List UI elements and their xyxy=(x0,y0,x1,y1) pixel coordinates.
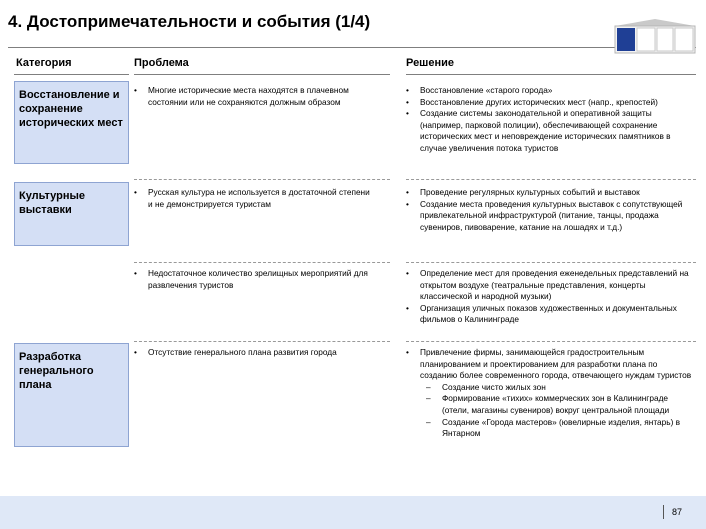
bullet-text: Многие исторические места находятся в плачевном состоянии или не сохраняются должным образом xyxy=(148,85,349,107)
bullet-text: Восстановление «старого города» xyxy=(420,85,553,95)
bullet-text: Проведение регулярных культурных событий и выставок xyxy=(420,187,640,197)
row-separator xyxy=(134,179,390,180)
page-number-divider xyxy=(663,505,664,519)
page-number: 87 xyxy=(672,507,683,517)
bullet-glyph: • xyxy=(134,85,137,95)
bullet-glyph: • xyxy=(406,347,409,357)
sub-item-text: Создание «Города мастеров» (ювелирные изделия, янтарь) в Янтарном xyxy=(442,416,681,439)
bullet-text: Русская культура не используется в достаточной степени и не демонстрируется туристам xyxy=(148,187,370,209)
problem-cell xyxy=(134,347,374,359)
row-separator xyxy=(134,341,390,342)
solution-cell xyxy=(406,85,696,155)
problem-cell xyxy=(134,85,374,108)
row-separator xyxy=(134,262,390,263)
bullet-text: Определение мест для проведения еженедельных представлений на открытом воздухе (театральные представления, концерты классической и народной музыки) xyxy=(420,268,689,302)
header-rule-category xyxy=(14,74,129,75)
bullet-item xyxy=(406,187,696,199)
bullet-item xyxy=(406,199,696,234)
bullet-item xyxy=(406,108,696,154)
sub-item xyxy=(406,393,696,416)
bullet-item xyxy=(406,85,696,97)
bullet-text: Создание места проведения культурных выставок с сопутствующей привлекательной инфраструктурой (питание, танцы, продажа сувениров, пивоварение, катание на лошадях и т.д.) xyxy=(420,198,683,232)
bullet-glyph: • xyxy=(134,268,137,278)
bullet-text: Отсутствие генерального плана развития города xyxy=(148,347,337,357)
bullet-item xyxy=(134,85,374,108)
problem-cell xyxy=(134,268,374,291)
category-restoration: Восстановление и сохранение исторических мест xyxy=(14,81,129,164)
footer-band xyxy=(0,496,706,529)
bullet-text: Привлечение фирмы, занимающейся градостроительным планированием и проектированием для разработки плана по созданию более современного города, отвечающего нуждам туристов xyxy=(420,347,692,381)
bullet-item xyxy=(134,268,374,291)
row-separator xyxy=(406,179,696,180)
bullet-item xyxy=(134,347,374,359)
bullet-glyph: • xyxy=(406,187,409,197)
bullet-glyph: • xyxy=(406,198,409,209)
bullet-glyph: • xyxy=(406,268,409,278)
sub-item-text: Формирование «тихих» коммерческих зон в Калининграде (отели, магазины сувениров) вокруг центральной площади xyxy=(442,393,670,415)
title-rule xyxy=(8,47,696,48)
bullet-glyph: • xyxy=(406,85,409,95)
company-logo-icon xyxy=(613,18,697,54)
bullet-glyph: • xyxy=(406,302,409,313)
dash-glyph: – xyxy=(426,381,431,392)
bullet-text: Организация уличных показов художественных и документальных фильмов о Калининграде xyxy=(420,302,677,325)
dash-glyph: – xyxy=(426,416,431,427)
sub-item xyxy=(406,417,696,440)
solution-cell xyxy=(406,347,696,440)
header-solution: Решение xyxy=(406,57,454,69)
bullet-text: Недостаточное количество зрелищных мероприятий для развлечения туристов xyxy=(148,268,368,290)
solution-cell xyxy=(406,187,696,233)
sub-item xyxy=(406,382,696,394)
header-rule-solution xyxy=(406,74,696,75)
solution-cell xyxy=(406,268,696,326)
bullet-glyph: • xyxy=(406,108,409,119)
bullet-item xyxy=(406,347,696,382)
header-category: Категория xyxy=(16,57,72,69)
header-rule-problem xyxy=(134,74,390,75)
dash-glyph: – xyxy=(426,393,431,404)
problem-cell xyxy=(134,187,374,210)
bullet-glyph: • xyxy=(134,347,137,357)
category-exhibitions: Культурные выставки xyxy=(14,182,129,246)
category-master-plan: Разработка генерального плана xyxy=(14,343,129,447)
bullet-glyph: • xyxy=(406,96,409,107)
bullet-glyph: • xyxy=(134,187,137,197)
page-title: 4. Достопримечательности и события (1/4) xyxy=(8,12,371,31)
bullet-text: Создание системы законодательной и оперативной защиты (например, парковой полиции), обеспечивающей сохранение исторических мест и неповреждение исторических памятников в случае увеличения потока туристов xyxy=(420,108,671,153)
row-separator xyxy=(406,262,696,263)
bullet-item xyxy=(406,268,696,303)
bullet-item xyxy=(406,303,696,326)
row-separator xyxy=(406,341,696,342)
sub-item-text: Создание чисто жилых зон xyxy=(442,381,546,392)
bullet-item xyxy=(406,97,696,109)
header-problem: Проблема xyxy=(134,57,189,69)
bullet-text: Восстановление других исторических мест (напр., крепостей) xyxy=(420,96,658,107)
bullet-item xyxy=(134,187,374,210)
